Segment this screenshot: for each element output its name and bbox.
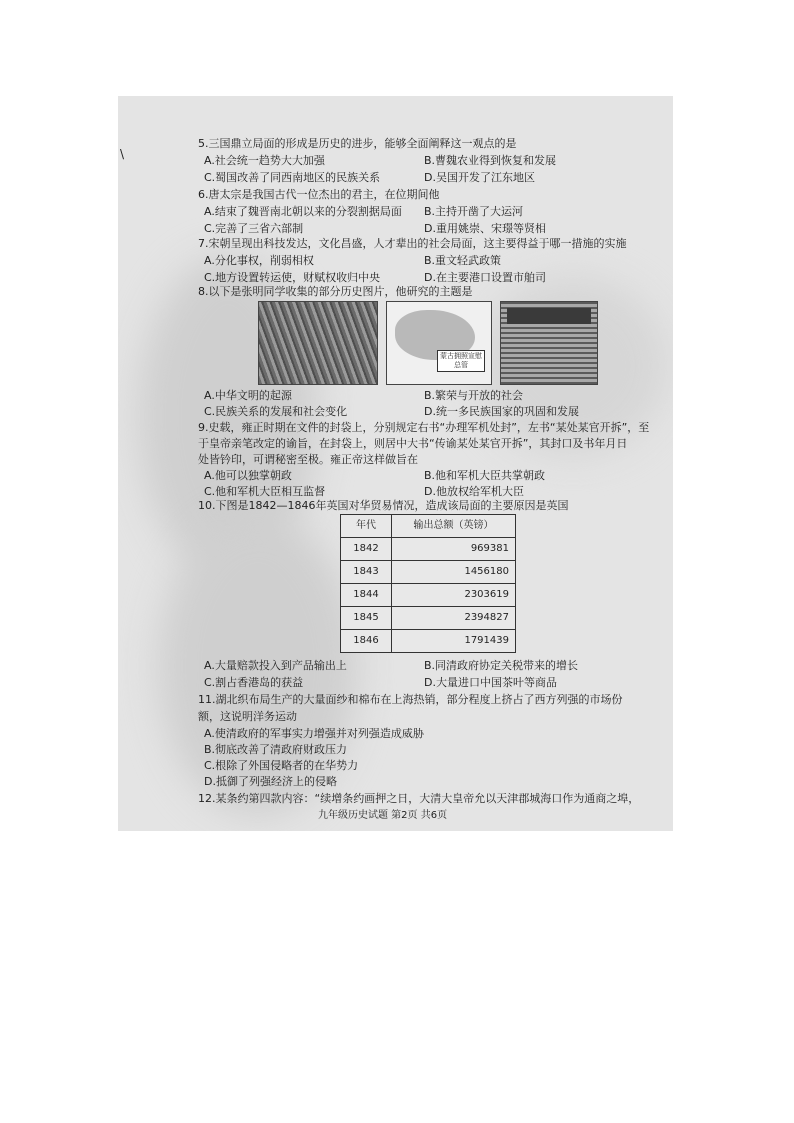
question-7-stem: 7.宋朝呈现出科技发达，文化昌盛，人才辈出的社会局面，这主要得益于哪一措施的实施 [198, 237, 627, 250]
q10-option-b: B.同清政府协定关税带来的增长 [424, 659, 579, 672]
woodcut-banner [507, 308, 591, 324]
table-cell-value: 1456180 [392, 561, 516, 584]
photo-woodcut [500, 301, 598, 385]
q6-option-a: A.结束了魏晋南北朝以来的分裂割据局面 [204, 205, 402, 218]
table-header-row [341, 515, 516, 538]
question-9-stem-line-1: 9.史载，雍正时期在文件的封袋上，分别规定右书“办理军机处封”，左书“某处某官开拆”，至 [198, 421, 650, 434]
question-6-stem: 6.唐太宗是我国古代一位杰出的君主，在位期间他 [198, 188, 440, 201]
table-cell-year: 1844 [341, 584, 392, 607]
q11-option-d: D.抵御了列强经济上的侵略 [204, 775, 337, 788]
scanned-page [118, 96, 673, 831]
question-11-stem-line-2: 额，这说明洋务运动 [198, 710, 297, 723]
table-cell-year: 1846 [341, 630, 392, 653]
page-footer: 九年级历史试题 第2页 共6页 [318, 810, 448, 821]
q7-option-b: B.重文轻武政策 [424, 254, 502, 267]
q11-option-b: B.彻底改善了清政府财政压力 [204, 743, 348, 756]
q11-option-a: A.使清政府的军事实力增强并对列强造成威胁 [204, 727, 424, 740]
q5-option-b: B.曹魏农业得到恢复和发展 [424, 154, 557, 167]
table-row [341, 561, 516, 584]
q7-option-c: C.地方设置转运使，财赋权收归中央 [204, 271, 381, 284]
table-header-value: 输出总额（英镑） [392, 515, 516, 538]
question-8-stem: 8.以下是张明同学收集的部分历史图片，他研究的主题是 [198, 285, 473, 298]
table-cell-value: 1791439 [392, 630, 516, 653]
question-9-stem-line-3: 处皆钤印，可谓秘密至极。雍正帝这样做旨在 [198, 453, 418, 466]
table-row [341, 607, 516, 630]
question-9-stem-line-2: 于皇帝亲笔改定的谕旨，在封袋上，则居中大书“传谕某处某官开拆”，其封口及书年月日 [198, 437, 628, 450]
q9-option-d: D.他放权给军机大臣 [424, 485, 524, 498]
photo-map [386, 301, 492, 385]
q8-option-d: D.统一多民族国家的巩固和发展 [424, 405, 579, 418]
table-cell-year: 1845 [341, 607, 392, 630]
question-12-stem: 12.某条约第四款内容：“续增条约画押之日，大清大皇帝允以天津郡城海口作为通商之埠， [198, 792, 640, 805]
q9-option-c: C.他和军机大臣相互监督 [204, 485, 326, 498]
q11-option-c: C.根除了外国侵略者的在华势力 [204, 759, 359, 772]
table-row [341, 584, 516, 607]
q9-option-a: A.他可以独掌朝政 [204, 469, 292, 482]
q8-option-b: B.繁荣与开放的社会 [424, 389, 524, 402]
question-5-stem: 5.三国鼎立局面的形成是历史的进步，能够全面阐释这一观点的是 [198, 137, 517, 150]
q6-option-c: C.完善了三省六部制 [204, 222, 304, 235]
table-row [341, 538, 516, 561]
trade-table [340, 514, 516, 653]
question-10-stem: 10.下图是1842—1846年英国对华贸易情况，造成该局面的主要原因是英国 [198, 499, 569, 512]
historical-photos [258, 301, 598, 385]
q5-option-c: C.蜀国改善了同西南地区的民族关系 [204, 171, 381, 184]
q10-option-a: A.大量赔款投入到产品输出上 [204, 659, 347, 672]
exam-sheet [118, 96, 673, 831]
q7-option-a: A.分化事权，削弱相权 [204, 254, 314, 267]
q10-option-c: C.割占香港岛的获益 [204, 676, 304, 689]
q10-option-d: D.大量进口中国茶叶等商品 [424, 676, 557, 689]
table-cell-value: 969381 [392, 538, 516, 561]
table-cell-value: 2394827 [392, 607, 516, 630]
table-cell-year: 1843 [341, 561, 392, 584]
question-11-stem-line-1: 11.湖北织布局生产的大量面纱和棉布在上海热销，部分程度上挤占了西方列强的市场份 [198, 693, 623, 706]
q6-option-d: D.重用姚崇、宋璟等贤相 [424, 222, 546, 235]
q8-option-a: A.中华文明的起源 [204, 389, 292, 402]
q5-option-a: A.社会统一趋势大大加强 [204, 154, 325, 167]
table-cell-year: 1842 [341, 538, 392, 561]
table-row [341, 630, 516, 653]
photo-figures [258, 301, 378, 385]
q5-option-d: D.吴国开发了江东地区 [424, 171, 535, 184]
q6-option-b: B.主持开凿了大运河 [424, 205, 524, 218]
q9-option-b: B.他和军机大臣共掌朝政 [424, 469, 546, 482]
table-cell-value: 2303619 [392, 584, 516, 607]
map-label: 蒙古拥照宣慰总管 [437, 350, 485, 372]
q8-option-c: C.民族关系的发展和社会变化 [204, 405, 348, 418]
q7-option-d: D.在主要港口设置市舶司 [424, 271, 546, 284]
margin-mark: \ [120, 147, 125, 161]
table-header-year: 年代 [341, 515, 392, 538]
